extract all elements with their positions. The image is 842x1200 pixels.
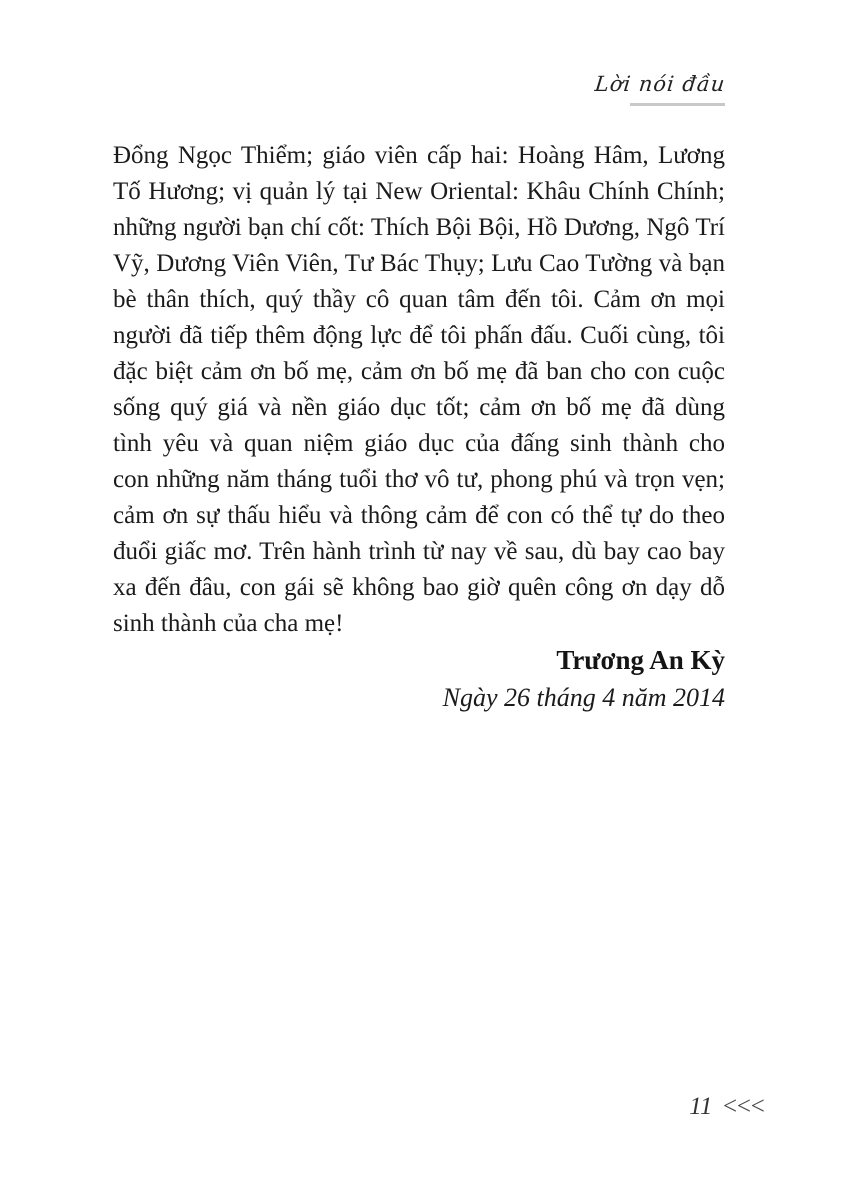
chevrons-icon: <<<	[721, 1093, 763, 1120]
page-footer	[689, 1092, 763, 1122]
body-line: con những năm tháng tuổi thơ vô tư, phong phú và trọn vẹn;	[113, 466, 725, 493]
body-line: cảm ơn sự thấu hiểu và thông cảm để con có thể tự do theo	[113, 502, 725, 529]
body-paragraph	[113, 138, 725, 642]
body-line-last: sinh thành của cha mẹ!	[113, 610, 344, 637]
body-line: những người bạn chí cốt: Thích Bội Bội, Hồ Dương, Ngô Trí	[113, 214, 725, 241]
page-number: 11	[689, 1093, 713, 1120]
running-header-title: Lời nói đầu	[593, 72, 727, 96]
body-line: bè thân thích, quý thầy cô quan tâm đến tôi. Cảm ơn mọi	[113, 286, 725, 313]
body-line: Vỹ, Dương Viên Viên, Tư Bác Thụy; Lưu Cao Tường và bạn	[113, 250, 725, 277]
author-signature: Trương An Kỳ	[556, 645, 725, 675]
body-line: xa đến đâu, con gái sẽ không bao giờ quên công ơn dạy dỗ	[113, 574, 725, 601]
signature-block	[113, 642, 725, 716]
body-line: Đổng Ngọc Thiểm; giáo viên cấp hai: Hoàng Hâm, Lương	[113, 142, 725, 169]
running-header	[595, 72, 725, 106]
body-line: người đã tiếp thêm động lực để tôi phấn đấu. Cuối cùng, tôi	[113, 322, 725, 349]
body-line: đuổi giấc mơ. Trên hành trình từ nay về sau, dù bay cao bay	[113, 538, 725, 565]
signature-date: Ngày 26 tháng 4 năm 2014	[442, 683, 725, 712]
header-underline	[630, 103, 725, 106]
body-line: tình yêu và quan niệm giáo dục của đấng sinh thành cho	[113, 430, 725, 457]
body-line: đặc biệt cảm ơn bố mẹ, cảm ơn bố mẹ đã ban cho con cuộc	[113, 358, 725, 385]
body-line: sống quý giá và nền giáo dục tốt; cảm ơn bố mẹ đã dùng	[113, 394, 725, 421]
body-line: Tố Hương; vị quản lý tại New Oriental: Khâu Chính Chính;	[113, 178, 725, 205]
